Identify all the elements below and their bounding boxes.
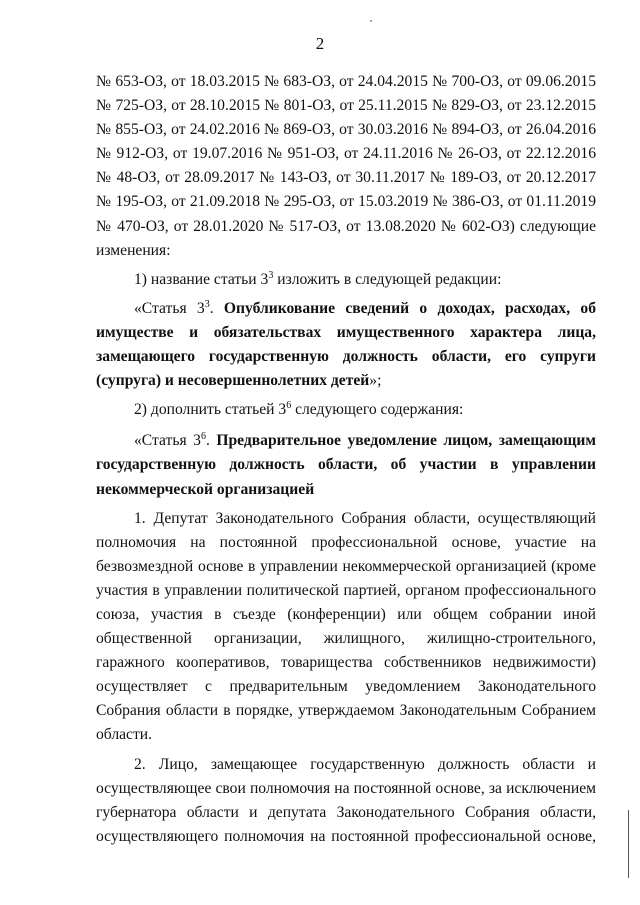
item-1-superscript: 3 <box>268 269 274 281</box>
article-3-3-prefix: «Статья 3 <box>134 299 205 317</box>
article-3-3-superscript: 3 <box>204 298 210 310</box>
item-2-text-end: следующего содержания: <box>291 401 464 419</box>
document-body <box>96 70 596 849</box>
amendment-list-line: № 48-ОЗ, от 28.09.2017 № 143-ОЗ, от 30.11.2017 № 189-ОЗ, от 20.12.2017 <box>96 169 596 187</box>
article-3-3-dot: . <box>209 299 224 317</box>
item-1 <box>96 268 596 292</box>
article-3-6-dot: . <box>205 432 217 450</box>
point-1: 1. Депутат Законодательного Собрания области, осуществляющий полномочия на постоянной профессиональной основе, участие на безвозмездной основе в управлении некоммерческой организацией (кроме участия в управлении политической партией, органом профессионального союза, участия в съезде (конференции) или общем собрании иной общественной организации, жилищного, жилищно-строительного, гаражного кооперативов, товарищества собственников недвижимости) осуществляет с предварительным уведомлением Законодательного Собрания области в порядке, утверждаемом Законодательным Собранием области. <box>96 509 596 744</box>
article-3-6-prefix: «Статья 3 <box>134 432 201 450</box>
article-3-3 <box>96 297 596 393</box>
scan-edge-line <box>628 810 629 878</box>
article-3-3-title: Опубликование сведений о доходах, расходах, об имуществе и обязательствах имущественного характера лица, замещающего государственную должность области, его супруги (супруга) и несовершеннолетних детей <box>96 299 597 390</box>
article-3-3-suffix: »; <box>369 372 382 390</box>
item-2-text: 2) дополнить статьей 3 <box>134 401 287 419</box>
amendment-list-line: № 653-ОЗ, от 18.03.2015 № 683-ОЗ, от 24.04.2015 № 700-ОЗ, от 09.06.2015 <box>96 73 596 90</box>
article-3-6 <box>96 429 596 501</box>
amendment-list-line: № 912-ОЗ, от 19.07.2016 № 951-ОЗ, от 24.11.2016 № 26-ОЗ, от 22.12.2016 <box>96 145 596 163</box>
item-2-superscript: 6 <box>286 400 292 412</box>
item-1-text: 1) название статьи 3 <box>134 270 269 288</box>
item-2 <box>96 398 596 422</box>
amendment-list-line: № 195-ОЗ, от 21.09.2018 № 295-ОЗ, от 15.03.2019 № 386-ОЗ, от 01.11.2019 <box>96 193 596 211</box>
scan-speck <box>370 20 372 22</box>
amendment-list-line: № 470-ОЗ, от 28.01.2020 № 517-ОЗ, от 13.08.2020 № 602-ОЗ) следующие <box>96 217 596 235</box>
amendment-list-line: № 725-ОЗ, от 28.10.2015 № 801-ОЗ, от 25.11.2015 № 829-ОЗ, от 23.12.2015 <box>96 97 596 115</box>
article-3-6-title: Предварительное уведомление лицом, замещающим государственную должность области, об участии в управлении некоммерческой организацией <box>96 432 596 498</box>
amendment-list-end: изменения: <box>96 241 171 259</box>
amendment-list-line: № 855-ОЗ, от 24.02.2016 № 869-ОЗ, от 30.03.2016 № 894-ОЗ, от 26.04.2016 <box>96 121 596 139</box>
page-number: 2 <box>315 34 325 53</box>
item-1-text-end: изложить в следующей редакции: <box>273 270 502 288</box>
article-3-6-superscript: 6 <box>200 431 206 443</box>
point-2: 2. Лицо, замещающее государственную должность области и осуществляющее свои полномочия на постоянной основе, за исключением губернатора области и депутата Законодательного Собрания области, осуществляющего полномочия на постоянной профессиональной основе, <box>96 755 596 845</box>
